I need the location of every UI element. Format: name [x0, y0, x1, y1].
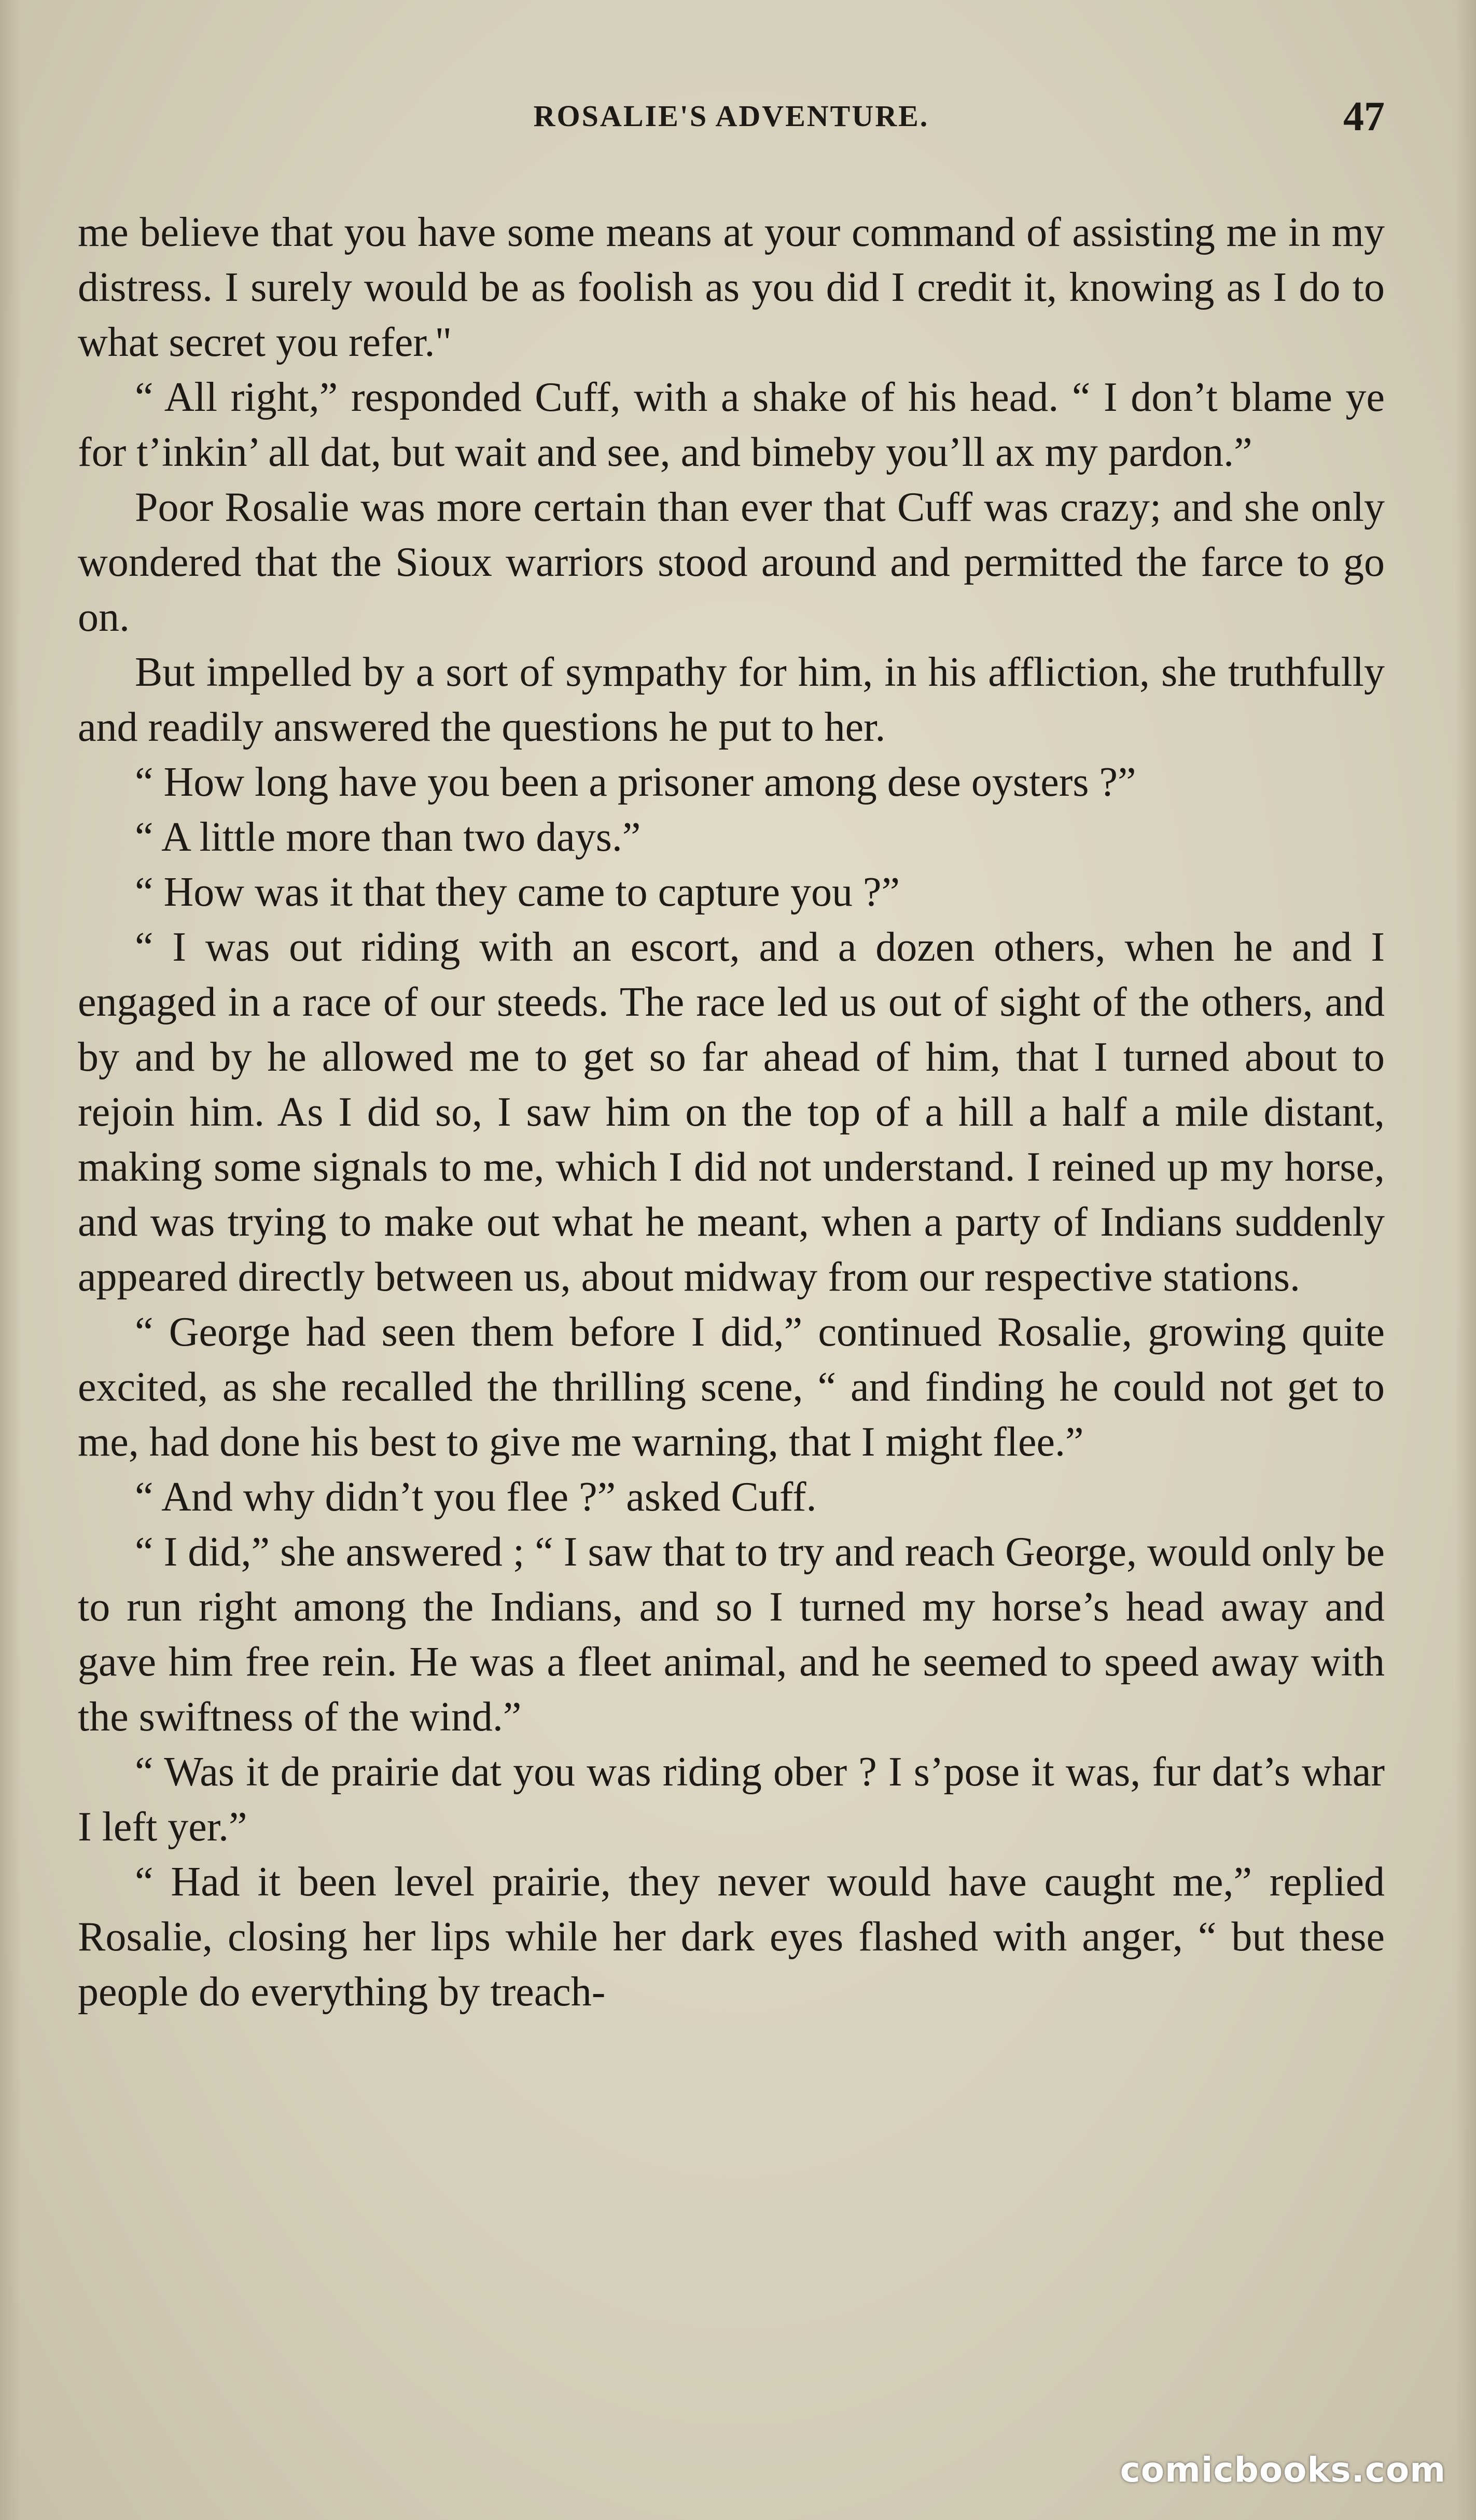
- paragraph: “ And why didn’t you flee ?” asked Cuff.: [135, 1474, 817, 1520]
- running-header: [78, 94, 1385, 145]
- paragraph: “ How long have you been a prisoner among dese oysters ?”: [135, 759, 1136, 805]
- body-text: [78, 205, 1385, 2019]
- paragraph: “ Was it de prairie dat you was riding ober ? I s’pose it was, fur dat’s whar I left yer.”: [78, 1749, 1385, 1850]
- paragraph: “ I did,” she answered ; “ I saw that to try and reach George, would only be to run right among the Indians, and so I turned my horse’s head away and gave him free rein. He was a fleet animal, and he seemed to speed away with the swiftness of the wind.”: [78, 1529, 1385, 1740]
- paragraph: “ How was it that they came to capture you ?”: [135, 869, 900, 915]
- paragraph: me believe that you have some means at your command of assisting me in my distress. I surely would be as foolish as you did I credit it, knowing as I do to what secret you refer.": [78, 210, 1385, 365]
- paragraph: But impelled by a sort of sympathy for him, in his affliction, she truthfully and readily answered the questions he put to her.: [78, 649, 1385, 750]
- site-watermark: comicbooks.com: [1120, 2450, 1446, 2490]
- paragraph: “ I was out riding with an escort, and a dozen others, when he and I engaged in a race of our steeds. The race led us out of sight of the others, and by and by he allowed me to get so far ahead of him, that I turned about to rejoin him. As I did so, I saw him on the top of a hill a half a mile distant, making some signals to me, which I did not understand. I reined up my horse, and was trying to make out what he meant, when a party of Indians suddenly appeared directly between us, about midway from our respective stations.: [78, 924, 1385, 1300]
- paragraph: “ A little more than two days.”: [135, 814, 641, 860]
- page-number: 47: [1343, 94, 1385, 140]
- paragraph: “ Had it been level prairie, they never would have caught me,” replied Rosalie, closing her lips while her dark eyes flashed with anger, “ but these people do everything by treach-: [78, 1859, 1385, 2015]
- page-edge-shadow-right: [1455, 0, 1476, 2520]
- paragraph: Poor Rosalie was more certain than ever that Cuff was crazy; and she only wondered that the Sioux warriors stood around and permitted the farce to go on.: [78, 484, 1385, 640]
- running-title: ROSALIE'S ADVENTURE.: [533, 99, 929, 133]
- page-edge-shadow-left: [0, 0, 21, 2520]
- paragraph: “ All right,” responded Cuff, with a shake of his head. “ I don’t blame ye for t’inkin’ all dat, but wait and see, and bimeby you’ll ax my pardon.”: [78, 375, 1385, 475]
- paragraph: “ George had seen them before I did,” continued Rosalie, growing quite excited, as she recalled the thrilling scene, “ and finding he could not get to me, had done his best to give me warning, that I might flee.”: [78, 1309, 1385, 1465]
